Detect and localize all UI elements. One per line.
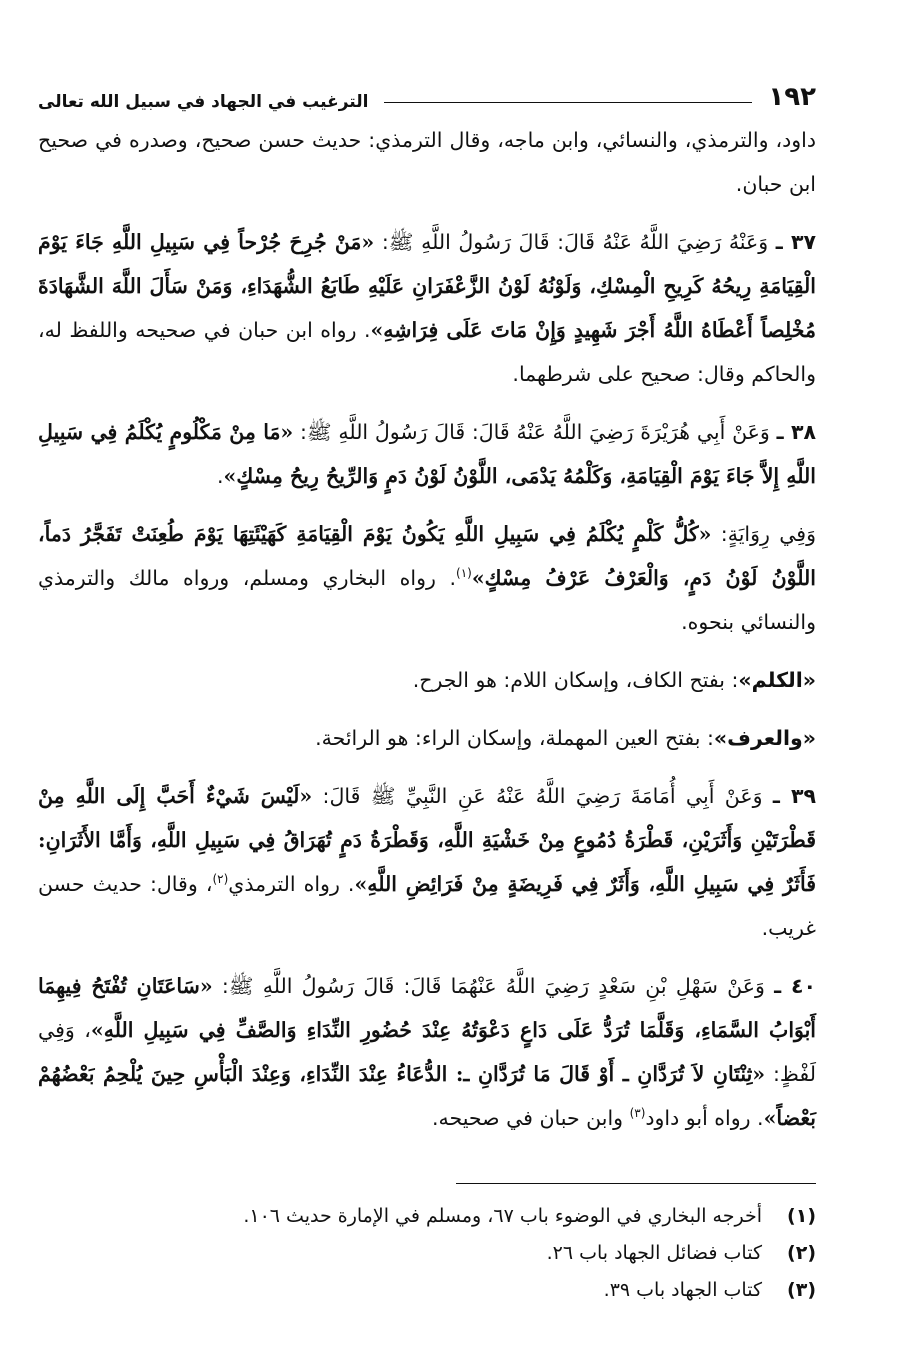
- hadith-number: ٣٨ ـ: [776, 420, 816, 444]
- hadith-quote: «مَنْ جُرِحَ جُرْحاً فِي سَبِيلِ اللَّهِ جَاءَ يَوْمَ الْقِيَامَةِ رِيحُهُ كَرِيحِ الْمِسْكِ، وَلَوْنُهُ لَوْنُ الزَّعْفَرَانِ عَلَيْهِ طَابَعُ الشُّهَدَاءِ، وَمَنْ سَأَلَ اللَّهَ الشَّهَادَةَ مُخْلِصاً أَعْطَاهُ اللَّهُ أَجْرَ شَهِيدٍ وَإِنْ مَاتَ عَلَى فِرَاشِهِ»: [38, 230, 816, 342]
- running-title: الترغيب في الجهاد في سبيل الله تعالى: [38, 92, 369, 112]
- definition-kalm: [38, 658, 816, 702]
- footnote-ref[interactable]: (٣): [629, 1106, 646, 1121]
- footnote-ref[interactable]: (١): [456, 566, 472, 581]
- hadith-40: [38, 964, 816, 1140]
- variant-lead: وَفِي رِوَايَةٍ:: [711, 522, 816, 546]
- hadith-source: . رواه ابن حبان في صحيحه واللفظ له، والحاكم وقال: صحيح على شرطهما.: [38, 318, 816, 386]
- footnote: [38, 1272, 816, 1309]
- hadith-lead: وَعَنْهُ رَضِيَ اللَّهُ عَنْهُ قَالَ: قَالَ رَسُولُ اللَّهِ ﷺ:: [374, 230, 769, 254]
- hadith-38: [38, 410, 816, 498]
- book-page: [38, 0, 816, 1367]
- footnote-number: (٢): [787, 1242, 816, 1264]
- hadith-lead: وَعَنْ أَبِي أُمَامَةَ رَضِيَ اللَّهُ عَنْهُ عَنِ النَّبِيِّ ﷺ قَالَ:: [312, 784, 763, 808]
- footnote-text: كتاب الجهاد باب ٣٩.: [603, 1279, 762, 1301]
- variant-lead: ، وَفِي لَفْظٍ:: [38, 1018, 817, 1086]
- main-text: [38, 118, 816, 1154]
- page-number: ١٩٢: [768, 82, 816, 112]
- footnote-number: (٣): [787, 1279, 816, 1301]
- footnote-number: (١): [787, 1205, 816, 1227]
- hadith-quote: «لَيْسَ شَيْءٌ أَحَبَّ إِلَى اللَّهِ مِنْ قَطْرَتَيْنِ وَأَثَرَيْنِ، قَطْرَةُ دُمُوعٍ مِنْ خَشْيَةِ اللَّهِ، وَقَطْرَةُ دَمٍ تُهَرَاقُ فِي سَبِيلِ اللَّهِ، وَأَمَّا الأَثَرَانِ: فَأَثَرٌ فِي سَبِيلِ اللَّهِ، وَأَثَرٌ فِي فَرِيضَةٍ مِنْ فَرَائِضِ اللَّهِ»: [38, 784, 817, 896]
- hadith-quote: «كُلُّ كَلْمٍ يُكْلَمُ فِي سَبِيلِ اللَّهِ يَكُونُ يَوْمَ الْقِيَامَةِ كَهَيْئَتِهَا يَوْمَ طُعِنَتْ تَفَجَّرُ دَماً، اللَّوْنُ لَوْنُ دَمٍ، وَالْعَرْفُ عَرْفُ مِسْكٍ»: [38, 522, 816, 590]
- hadith-38-variant: [38, 512, 816, 644]
- definition-text: : بفتح الكاف، وإسكان اللام: هو الجرح.: [412, 668, 739, 692]
- hadith-source: .: [217, 464, 224, 488]
- header-rule: [384, 102, 752, 103]
- hadith-number: ٣٩ ـ: [772, 784, 816, 808]
- hadith-quote: «سَاعَتَانِ تُفْتَحُ فِيهِمَا أَبْوَابُ السَّمَاءِ، وَقَلَّمَا تُرَدُّ عَلَى دَاعٍ دَعْوَتُهُ عِنْدَ حُضُورِ النِّدَاءِ وَالصَّفِّ فِي سَبِيلِ اللَّهِ»: [38, 974, 817, 1042]
- footnote-text: كتاب فضائل الجهاد باب ٢٦.: [546, 1242, 762, 1264]
- hadith-source-cont: وابن حبان في صحيحه.: [431, 1106, 630, 1130]
- footnotes: [38, 1198, 816, 1309]
- hadith-lead: وَعَنْ سَهْلِ بْنِ سَعْدٍ رَضِيَ اللَّهُ عَنْهُمَا قَالَ: قَالَ رَسُولُ اللَّهِ ﷺ:: [212, 974, 765, 998]
- hadith-number: ٤٠ ـ: [774, 974, 816, 998]
- definition-term: «والعرف»: [713, 726, 816, 750]
- hadith-lead: وَعَنْ أَبِي هُرَيْرَةَ رَضِيَ اللَّهُ عَنْهُ قَالَ: قَالَ رَسُولُ اللَّهِ ﷺ:: [293, 420, 770, 444]
- footnote-separator: [456, 1183, 816, 1184]
- definition-arf: [38, 716, 816, 760]
- footnote-text: أخرجه البخاري في الوضوء باب ٦٧، ومسلم في الإمارة حديث ١٠٦.: [243, 1205, 762, 1227]
- footnote: [38, 1198, 816, 1235]
- definition-term: «الكلم»: [738, 668, 816, 692]
- running-header: [38, 72, 816, 112]
- hadith-39: [38, 774, 816, 950]
- footnote: [38, 1235, 816, 1272]
- hadith-37: [38, 220, 816, 396]
- hadith-quote: «مَا مِنْ مَكْلُومٍ يُكْلَمُ فِي سَبِيلِ اللَّهِ إِلاَّ جَاءَ يَوْمَ الْقِيَامَةِ، وَكَلْمُهُ يَدْمَى، اللَّوْنُ لَوْنُ دَمٍ وَالرِّيحُ رِيحُ مِسْكٍ»: [38, 420, 816, 488]
- definition-text: : بفتح العين المهملة، وإسكان الراء: هو الرائحة.: [315, 726, 714, 750]
- footnote-ref[interactable]: (٢): [212, 872, 229, 887]
- intro-paragraph: داود، والترمذي، والنسائي، وابن ماجه، وقال الترمذي: حديث حسن صحيح، وصدره في صحيح ابن حبان.: [38, 128, 816, 196]
- hadith-grade: ، وقال: حديث حسن غريب.: [38, 872, 816, 940]
- hadith-quote-variant: «ثِنْتَانِ لاَ تُرَدَّانِ ـ أَوْ قَالَ مَا تُرَدَّانِ ـ: الدُّعَاءُ عِنْدَ النِّدَاءِ، وَعِنْدَ الْبَأْسِ حِينَ يُلْحِمُ بَعْضُهُمْ بَعْضاً»: [38, 1062, 816, 1130]
- hadith-source: . رواه الترمذي: [228, 872, 355, 896]
- hadith-number: ٣٧ ـ: [775, 230, 816, 254]
- hadith-source: . رواه البخاري ومسلم، ورواه مالك والترمذي والنسائي بنحوه.: [38, 566, 816, 634]
- hadith-source: . رواه أبو داود: [645, 1106, 764, 1130]
